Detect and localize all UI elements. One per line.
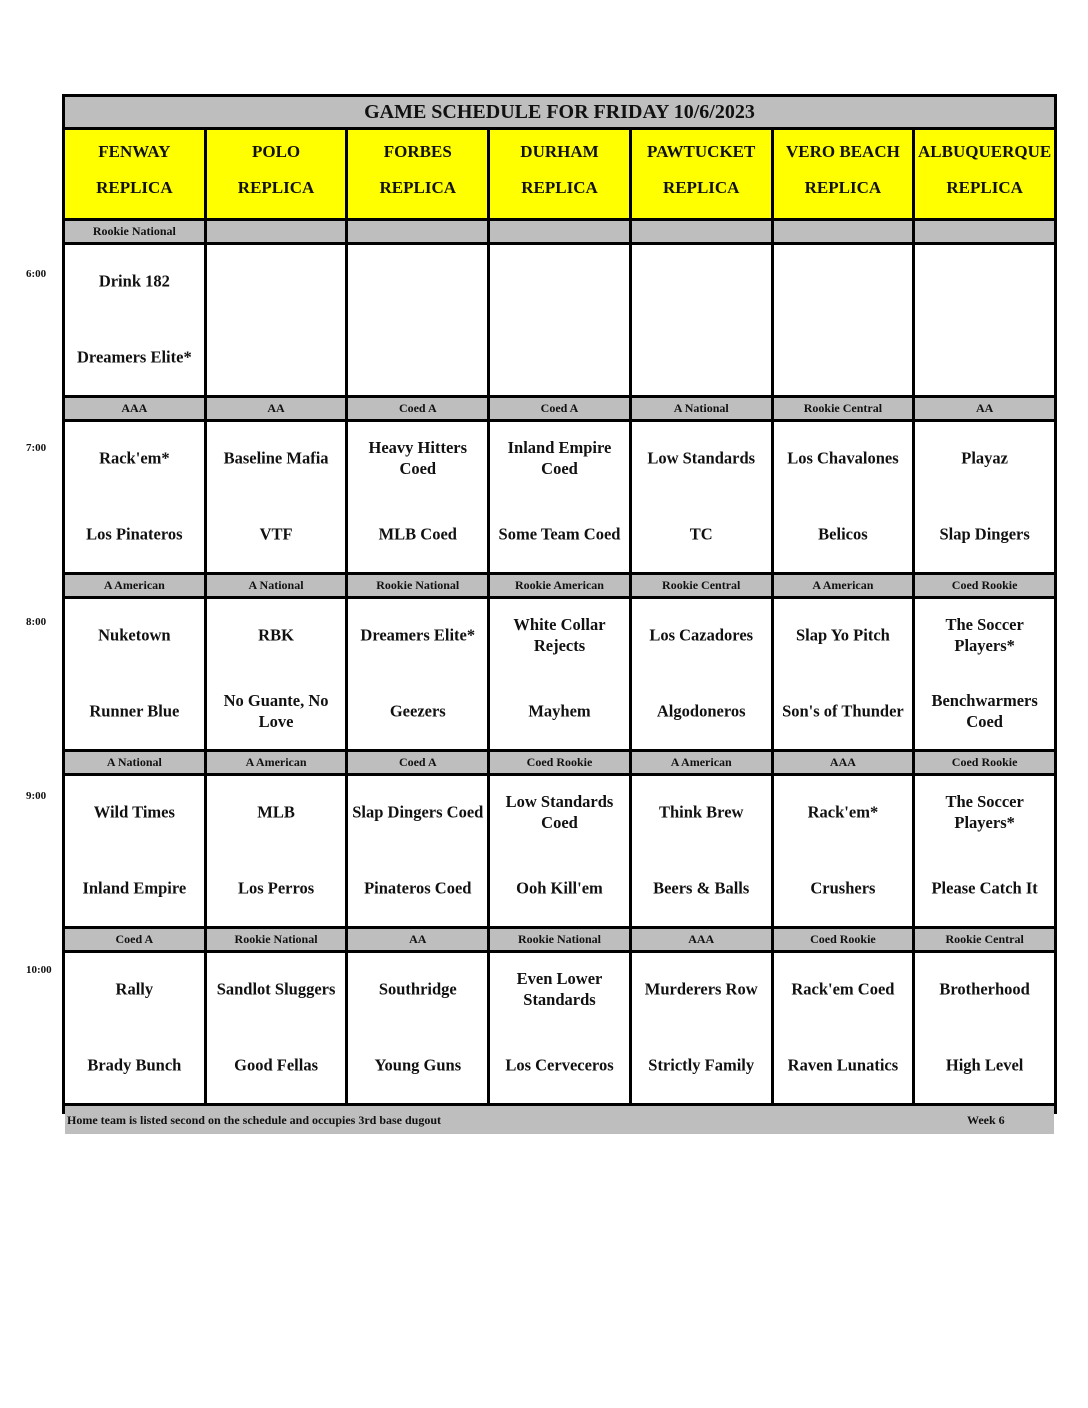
away-team: The Soccer Players* [945, 792, 1024, 832]
home-team: Crushers [810, 878, 876, 898]
division-label: A National [632, 398, 771, 419]
division-label: A American [632, 752, 771, 773]
division-label: Coed A [348, 752, 487, 773]
home-team: Runner Blue [89, 701, 180, 721]
game-cell [207, 599, 346, 749]
away-team: Rack'em* [99, 448, 170, 468]
away-team: Sandlot Sluggers [216, 979, 336, 999]
home-team: Los Pinateros [86, 524, 183, 544]
division-label: A American [774, 575, 913, 596]
home-team: Beers & Balls [653, 878, 750, 898]
venue-name: VERO BEACH [786, 142, 900, 161]
home-team: TC [689, 524, 713, 544]
away-team: White Collar Rejects [513, 615, 606, 655]
division-label: A National [207, 575, 346, 596]
away-team: Rack'em Coed [791, 979, 895, 999]
away-team: Wild Times [93, 802, 175, 822]
game-cell [65, 245, 204, 395]
home-team: High Level [945, 1055, 1024, 1075]
venue-header [65, 130, 204, 218]
division-label: AAA [65, 398, 204, 419]
division-label: Rookie National [490, 929, 629, 950]
away-team: Rack'em* [807, 802, 879, 822]
home-team: Please Catch It [931, 878, 1038, 898]
away-team: Slap Yo Pitch [796, 625, 890, 645]
game-cell [632, 776, 771, 926]
division-label: AAA [774, 752, 913, 773]
time-label: 8:00 [26, 616, 47, 628]
venue-name: DURHAM [520, 142, 599, 161]
division-label [915, 221, 1054, 242]
venue-subtitle: REPLICA [379, 178, 457, 197]
game-cell [348, 422, 487, 572]
venue-subtitle: REPLICA [237, 178, 315, 197]
game-cell [490, 422, 629, 572]
venue-header [490, 130, 629, 218]
division-label: A American [65, 575, 204, 596]
game-cell [632, 953, 771, 1103]
away-team: Playaz [961, 448, 1008, 468]
away-team: Drink 182 [98, 271, 170, 291]
home-team: Good Fellas [234, 1055, 318, 1075]
game-cell [207, 953, 346, 1103]
division-label [207, 221, 346, 242]
time-label: 7:00 [26, 442, 47, 454]
division-label: Coed A [490, 398, 629, 419]
division-label: Rookie National [65, 221, 204, 242]
game-cell [348, 953, 487, 1103]
home-team: Brady Bunch [87, 1055, 182, 1075]
venue-header [915, 130, 1054, 218]
division-label: Coed A [348, 398, 487, 419]
home-team: Strictly Family [648, 1055, 755, 1075]
home-team: Mayhem [528, 701, 591, 721]
game-cell [490, 776, 629, 926]
game-cell [915, 776, 1054, 926]
game-cell [632, 422, 771, 572]
division-label: Rookie National [207, 929, 346, 950]
game-cell [490, 245, 629, 395]
home-team: Ooh Kill'em [516, 878, 603, 898]
schedule-footer [65, 1106, 1054, 1134]
away-team: The Soccer Players* [945, 615, 1024, 655]
game-cell [348, 599, 487, 749]
division-label: AA [915, 398, 1054, 419]
home-team: Dreamers Elite* [77, 347, 192, 367]
footer-note: Home team is listed second on the schedule and occupies 3rd base dugout [67, 1113, 442, 1127]
division-label [490, 221, 629, 242]
home-team: Pinateros Coed [364, 878, 472, 898]
away-team: Low Standards Coed [505, 792, 614, 832]
home-team: No Guante, No Love [223, 691, 329, 731]
venue-subtitle: REPLICA [521, 178, 598, 197]
game-cell [774, 599, 913, 749]
game-cell [207, 776, 346, 926]
division-label: AAA [632, 929, 771, 950]
game-cell [915, 599, 1054, 749]
division-label: AA [207, 398, 346, 419]
venue-header [632, 130, 771, 218]
division-label: A American [207, 752, 346, 773]
division-label: Coed Rookie [774, 929, 913, 950]
away-team: Los Chavalones [787, 448, 899, 468]
game-cell [774, 422, 913, 572]
time-label: 10:00 [26, 964, 52, 976]
home-team: Inland Empire [82, 878, 187, 898]
home-team: Belicos [818, 524, 868, 544]
division-label: Rookie Central [774, 398, 913, 419]
schedule-table [62, 94, 1057, 1127]
home-team: Algodoneros [656, 701, 746, 721]
division-label: Rookie Central [632, 575, 771, 596]
division-label [774, 221, 913, 242]
venue-header [348, 130, 487, 218]
venue-subtitle: REPLICA [662, 178, 740, 197]
venue-name: POLO [251, 142, 301, 161]
away-team: Inland Empire Coed [507, 438, 612, 478]
division-label: Rookie American [490, 575, 629, 596]
division-label: A National [65, 752, 204, 773]
game-cell [774, 953, 913, 1103]
away-team: Los Cazadores [649, 625, 754, 645]
division-label [632, 221, 771, 242]
game-cell [774, 245, 913, 395]
game-cell [490, 599, 629, 749]
game-cell [65, 953, 204, 1103]
game-cell [348, 245, 487, 395]
home-team: Some Team Coed [498, 524, 621, 544]
away-team: RBK [258, 625, 294, 645]
schedule-title: GAME SCHEDULE FOR FRIDAY 10/6/2023 [65, 97, 1054, 127]
away-team: Baseline Mafia [223, 448, 329, 468]
game-cell [65, 776, 204, 926]
game-cell [915, 422, 1054, 572]
division-label: Coed Rookie [490, 752, 629, 773]
venue-header [774, 130, 913, 218]
venue-subtitle: REPLICA [96, 178, 173, 197]
division-label: Rookie Central [915, 929, 1054, 950]
division-label: Coed Rookie [915, 752, 1054, 773]
division-label: Coed A [65, 929, 204, 950]
home-team: Benchwarmers Coed [931, 691, 1038, 731]
time-label: 6:00 [26, 268, 47, 280]
home-team: Young Guns [374, 1055, 462, 1075]
time-label: 9:00 [26, 790, 47, 802]
away-team: Think Brew [658, 802, 744, 822]
game-cell [490, 953, 629, 1103]
game-cell [207, 245, 346, 395]
home-team: MLB Coed [378, 524, 457, 544]
home-team: Geezers [389, 701, 446, 721]
game-cell [915, 953, 1054, 1103]
game-cell [65, 599, 204, 749]
venue-header [207, 130, 346, 218]
home-team: Raven Lunatics [787, 1055, 899, 1075]
away-team: Nuketown [98, 625, 171, 645]
venue-name: PAWTUCKET [647, 142, 756, 161]
away-team: Southridge [378, 979, 457, 999]
away-team: Low Standards [647, 448, 756, 468]
venue-name: FORBES [383, 142, 452, 161]
game-cell [774, 776, 913, 926]
away-team: Slap Dingers Coed [352, 802, 484, 822]
venue-name: FENWAY [98, 142, 171, 161]
division-label [348, 221, 487, 242]
away-team: MLB [257, 802, 295, 822]
venue-name: ALBUQUERQUE [918, 142, 1052, 161]
week-label: Week 6 [967, 1113, 1005, 1127]
venue-subtitle: REPLICA [804, 178, 882, 197]
home-team: Los Perros [237, 878, 315, 898]
home-team: Slap Dingers [939, 524, 1030, 544]
division-label: Coed Rookie [915, 575, 1054, 596]
game-cell [65, 422, 204, 572]
away-team: Even Lower Standards [516, 969, 603, 1009]
away-team: Rally [115, 979, 154, 999]
game-cell [915, 245, 1054, 395]
away-team: Dreamers Elite* [360, 625, 476, 645]
away-team: Murderers Row [644, 979, 758, 999]
home-team: Los Cerveceros [505, 1055, 614, 1075]
game-cell [632, 599, 771, 749]
venue-subtitle: REPLICA [946, 178, 1023, 197]
division-label: Rookie National [348, 575, 487, 596]
away-team: Heavy Hitters Coed [368, 438, 468, 478]
game-cell [632, 245, 771, 395]
home-team: Son's of Thunder [782, 701, 904, 721]
away-team: Brotherhood [939, 979, 1030, 999]
game-cell [207, 422, 346, 572]
division-label: AA [348, 929, 487, 950]
home-team: VTF [259, 524, 293, 544]
game-cell [348, 776, 487, 926]
